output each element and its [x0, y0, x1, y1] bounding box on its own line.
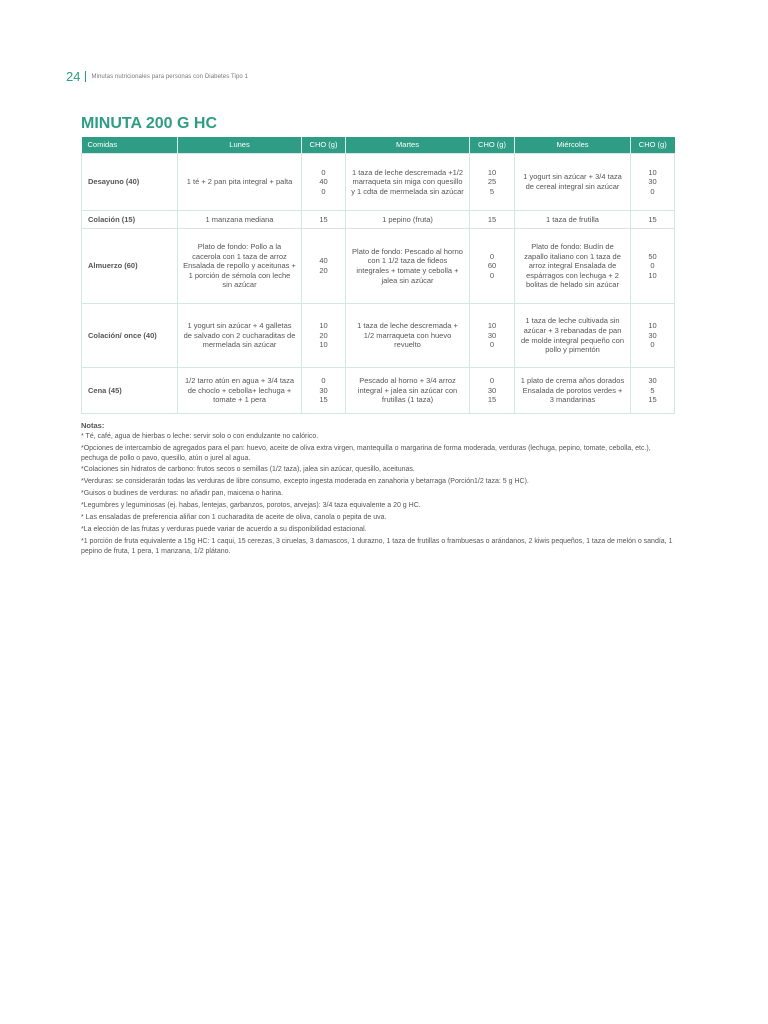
martes-cho-cell [470, 304, 515, 368]
lunes-cho-cell [302, 154, 346, 211]
cho-value: 10 [648, 270, 657, 280]
cho-value: 40 [319, 256, 328, 266]
cho-value: 10 [319, 321, 328, 331]
column-header: Lunes [178, 137, 302, 154]
miercoles-cell: 1 plato de crema años dorados Ensalada de porotos verdes + 3 mandarinas [515, 368, 631, 414]
cho-value: 10 [648, 167, 657, 177]
cho-value: 0 [489, 251, 495, 261]
miercoles-cho-cell [631, 154, 675, 211]
cho-value: 30 [319, 385, 328, 395]
martes-cell: 1 taza de leche descremada + 1/2 marraqueta con huevo revuelto [346, 304, 470, 368]
cho-value: 40 [319, 177, 328, 187]
cho-value: 30 [487, 385, 497, 395]
martes-cell: 1 taza de leche descremada +1/2 marraqueta sin miga con quesillo y 1 cdta de mermelada sin azúcar [346, 154, 470, 211]
note-item: * Té, café, agua de hierbas o leche: servir solo o con endulzante no calórico. [81, 433, 319, 441]
cho-value: 10 [648, 321, 657, 331]
martes-cho-cell [470, 368, 515, 414]
note-item: *Legumbres y leguminosas (ej. habas, lentejas, garbanzos, porotos, arvejas): 3/4 taza equivalente a 20 g HC. [81, 502, 421, 510]
meal-cell: Colación (15) [82, 211, 178, 229]
meal-cell: Cena (45) [82, 368, 178, 414]
miercoles-cho-cell [631, 368, 675, 414]
martes-cell: Pescado al horno + 3/4 arroz integral + jalea sin azúcar con frutillas (1 taza) [346, 368, 470, 414]
miercoles-cho-cell [631, 211, 675, 229]
column-header: Miércoles [515, 137, 631, 154]
cho-value: 10 [319, 340, 328, 350]
cho-value: 50 [648, 251, 657, 261]
cho-value: 10 [487, 321, 497, 331]
martes-cho-cell [470, 229, 515, 304]
cho-value: 0 [321, 167, 326, 177]
cho-value: 25 [487, 177, 497, 187]
cho-value: 10 [487, 167, 497, 177]
cho-value: 20 [319, 330, 328, 340]
miercoles-cho-cell [631, 304, 675, 368]
column-header: CHO (g) [470, 137, 515, 154]
note-item: *Colaciones sin hidratos de carbono: frutos secos o semillas (1/2 taza), jalea sin azúcar, quesillo, aceitunas. [81, 466, 415, 474]
note-item: *Guisos o budines de verduras: no añadir pan, maicena o harina. [81, 490, 283, 498]
cho-value: 15 [319, 214, 328, 224]
martes-cho-cell [470, 211, 515, 229]
martes-cho-cell [470, 154, 515, 211]
cho-value: 30 [487, 330, 497, 340]
lunes-cell: 1 manzana mediana [178, 211, 302, 229]
lunes-cho-cell [302, 229, 346, 304]
note-item: *1 porción de fruta equivalente a 15g HC: 1 caqui, 15 cerezas, 3 ciruelas, 3 damascos, 1 durazno, 1 taza de frutillas o frambuesas o arándanos, 2 kiwis pequeños, 1 taza de melón o sandía, 1 pepino de fruta, 1 pera, 1 manzana, 1/2 plátano. [81, 538, 673, 555]
table-row [82, 304, 675, 368]
cho-value: 0 [489, 340, 495, 350]
miercoles-cell: 1 taza de leche cultivada sin azúcar + 3 rebanadas de pan de molde integral pequeño con pollo y pimentón [515, 304, 631, 368]
miercoles-cell: Plato de fondo: Budín de zapallo italiano con 1 taza de arroz integral Ensalada de espárragos con lechuga + 2 bolitas de helado sin azúcar [515, 229, 631, 304]
cho-value: 0 [489, 376, 495, 386]
cho-value: 0 [321, 186, 326, 196]
header-divider [85, 71, 86, 82]
cho-value: 15 [648, 395, 657, 405]
page-number: 24 [66, 69, 81, 84]
cho-value: 0 [650, 340, 655, 350]
cho-value: 0 [321, 376, 326, 386]
cho-value: 15 [319, 395, 328, 405]
cho-value: 0 [650, 186, 655, 196]
notes-section [81, 421, 679, 558]
cho-value: 30 [648, 330, 657, 340]
cho-value: 5 [489, 186, 495, 196]
cho-value: 0 [650, 261, 655, 271]
martes-cell: Plato de fondo: Pescado al horno con 1 1/2 taza de fideos integrales + tomate y cebolla + jalea sin azúcar [346, 229, 470, 304]
cho-value: 20 [319, 266, 328, 275]
column-header: CHO (g) [631, 137, 675, 154]
note-item: * Las ensaladas de preferencia aliñar con 1 cucharadita de aceite de oliva, canola o pepita de uva. [81, 514, 387, 522]
cho-value: 60 [487, 261, 497, 271]
cho-value: 5 [650, 385, 655, 395]
table-header-row [82, 137, 675, 154]
miercoles-cho-cell [631, 229, 675, 304]
table-row [82, 229, 675, 304]
lunes-cho-cell [302, 368, 346, 414]
meal-cell: Desayuno (40) [82, 154, 178, 211]
cho-value: 30 [648, 177, 657, 187]
miercoles-cell: 1 taza de frutilla [515, 211, 631, 229]
column-header: CHO (g) [302, 137, 346, 154]
document-title: MINUTA 200 G HC [81, 115, 218, 132]
note-item: *La elección de las frutas y verduras puede variar de acuerdo a su disponibilidad estacional. [81, 526, 367, 534]
publication-title: Minutas nutricionales para personas con Diabetes Tipo 1 [91, 73, 249, 80]
cho-value: 0 [489, 270, 495, 280]
martes-cell: 1 pepino (fruta) [346, 211, 470, 229]
table-row [82, 368, 675, 414]
lunes-cho-cell [302, 304, 346, 368]
page-header [66, 69, 248, 84]
table-row [82, 154, 675, 211]
lunes-cell: Plato de fondo: Pollo a la cacerola con 1 taza de arroz Ensalada de repollo y aceitunas + 1 porción de sémola con leche sin azúcar [178, 229, 302, 304]
column-header: Martes [346, 137, 470, 154]
lunes-cell: 1 té + 2 pan pita integral + palta [178, 154, 302, 211]
lunes-cell: 1/2 tarro atún en agua + 3/4 taza de choclo + cebolla+ lechuga + tomate + 1 pera [178, 368, 302, 414]
menu-table [81, 137, 675, 414]
note-item: *Opciones de intercambio de agregados para el pan: huevo, aceite de oliva extra virgen, mantequilla o margarina de forma moderada, verduras (lechuga, pepino, tomate, cebolla, etc.), pechuga de pollo o pavo, quesillo, atún o jurel al agua. [81, 445, 651, 462]
lunes-cell: 1 yogurt sin azúcar + 4 galletas de salvado con 2 cucharaditas de mermelada sin azúcar [178, 304, 302, 368]
notes-title: Notas: [81, 421, 105, 430]
cho-value: 15 [648, 214, 657, 224]
cho-value: 30 [648, 376, 657, 386]
table-row [82, 211, 675, 229]
meal-cell: Colación/ once (40) [82, 304, 178, 368]
column-header: Comidas [82, 137, 178, 154]
cho-value: 15 [487, 395, 497, 405]
miercoles-cell: 1 yogurt sin azúcar + 3/4 taza de cereal integral sin azúcar [515, 154, 631, 211]
note-item: *Verduras: se considerarán todas las verduras de libre consumo, excepto ingesta moderada en zanahoria y betarraga (Porción1/2 taza: 5 g HC). [81, 478, 529, 486]
lunes-cho-cell [302, 211, 346, 229]
cho-value: 15 [487, 214, 497, 224]
meal-cell: Almuerzo (60) [82, 229, 178, 304]
